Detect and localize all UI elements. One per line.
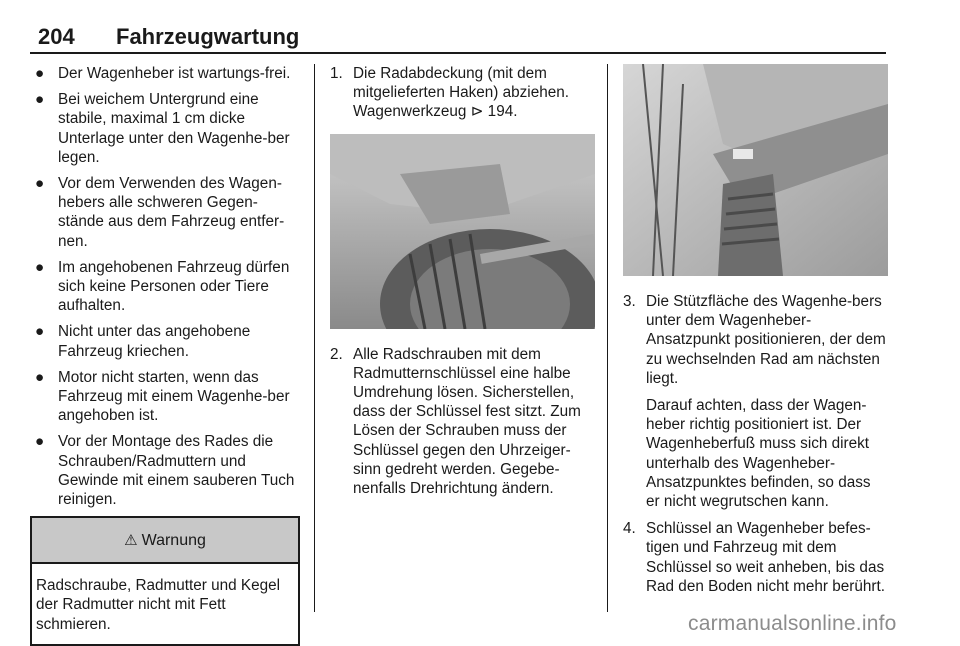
warning-text: Radschraube, Radmutter und Kegel der Radmutter nicht mit Fett schmieren.	[36, 577, 281, 633]
list-item: ● Nicht unter das angehobene Fahrzeug kriechen.	[35, 323, 251, 360]
jack-point-photo	[623, 64, 888, 276]
step-text: Alle Radschrauben mit dem Radmutternschlüssel eine halbe Umdrehung lösen. Sicherstellen, dass der Schlüssel fest sitzt. Zum Lösen der Schrauben muss der Schlüssel gegen den Uhrzeiger-sinn gedreht werden. Gegebe-nenfalls Drehrichtung ändern.	[353, 345, 581, 498]
step-text: Die Radabdeckung (mit dem mitgelieferten Haken) abziehen. Wagenwerkzeug ⊳ 194.	[353, 65, 569, 121]
bullet-list	[30, 64, 300, 509]
bullet-icon: ●	[35, 91, 45, 109]
bullet-icon: ●	[35, 175, 45, 193]
wheel-arch-illustration	[330, 134, 595, 329]
page-title: Fahrzeugwartung	[116, 24, 300, 49]
bullet-icon: ●	[35, 368, 45, 386]
column-divider	[314, 64, 315, 612]
step-item	[623, 292, 888, 511]
step-item	[330, 64, 595, 122]
warning-box	[30, 516, 300, 646]
watermark: carmanualsonline.info	[688, 612, 897, 635]
step-number: 4.	[623, 520, 636, 538]
warning-header	[32, 518, 298, 564]
list-item: ● Der Wagenheber ist wartungs-frei.	[35, 65, 291, 82]
left-column	[30, 64, 300, 646]
step-text: Die Stützfläche des Wagenhe-bers unter dem Wagenheber-Ansatzpunkt positionieren, der dem zu wechselnden Rad am nächsten liegt.	[646, 293, 886, 387]
step-number: 3.	[623, 293, 636, 310]
bullet-icon: ●	[35, 65, 45, 82]
bullet-icon: ●	[35, 433, 45, 451]
step-text: Schlüssel an Wagenheber befes-tigen und Fahrzeug mit dem Schlüssel so weit anheben, bis das Rad den Boden nicht mehr berührt.	[646, 520, 885, 595]
page-header	[30, 22, 886, 54]
step-number: 2.	[330, 345, 343, 363]
warning-title: Warnung	[141, 531, 206, 549]
right-column	[623, 64, 888, 604]
step-number: 1.	[330, 65, 343, 82]
column-divider	[607, 64, 608, 612]
list-item: ● Im angehobenen Fahrzeug dürfen sich keine Personen oder Tiere aufhalten.	[35, 258, 290, 315]
step-note: Darauf achten, dass der Wagen-heber richtig positioniert ist. Der Wagenheberfuß muss sich direkt unterhalb des Wagenheber-Ansatzpunktes befinden, so dass er nicht wegrutschen kann.	[646, 397, 871, 511]
list-item: ● Bei weichem Untergrund eine stabile, maximal 1 cm dicke Unterlage unter den Wagenhe-ber legen.	[35, 91, 290, 166]
middle-column	[330, 64, 595, 506]
bullet-icon: ●	[35, 258, 45, 276]
page-number: 204	[38, 24, 75, 49]
step-item	[623, 519, 888, 596]
list-item: ● Vor dem Verwenden des Wagen-hebers alle schweren Gegen-stände aus dem Fahrzeug entfer-nen.	[35, 175, 285, 250]
list-item: ● Vor der Montage des Rades die Schrauben/Radmuttern und Gewinde mit einem sauberen Tuch reinigen.	[35, 433, 295, 509]
step-item	[330, 345, 595, 499]
jack-point-illustration	[623, 64, 888, 276]
warning-triangle-icon: ⚠	[124, 531, 138, 549]
wheel-cover-photo	[330, 134, 595, 329]
list-item: ● Motor nicht starten, wenn das Fahrzeug mit einem Wagenhe-ber angehoben ist.	[35, 368, 290, 425]
bullet-icon: ●	[35, 323, 45, 341]
